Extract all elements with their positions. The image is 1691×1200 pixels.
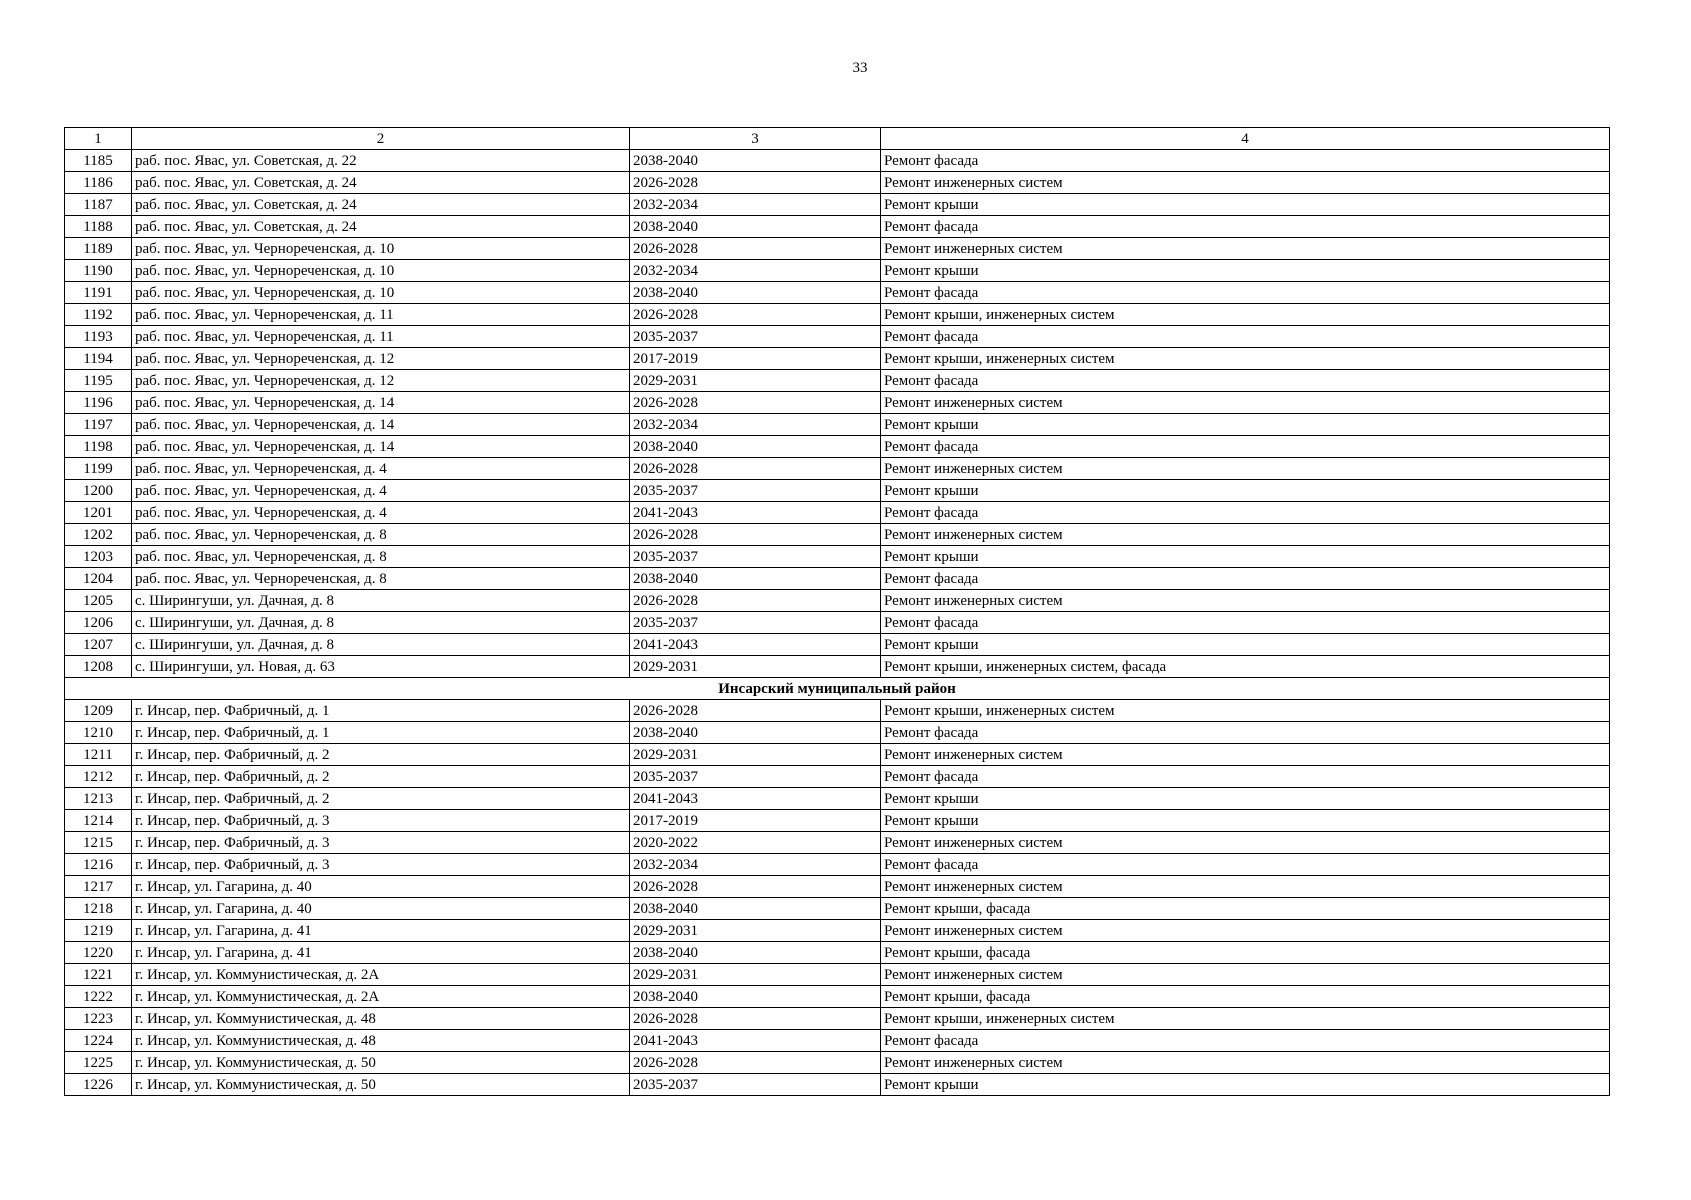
column-header-3: 3	[630, 128, 881, 150]
work-type-cell: Ремонт крыши, фасада	[881, 942, 1610, 964]
work-type-cell: Ремонт фасада	[881, 722, 1610, 744]
table-row	[65, 766, 1610, 788]
table-body	[65, 128, 1610, 1096]
row-number: 1213	[65, 788, 132, 810]
period-cell: 2017-2019	[630, 810, 881, 832]
address-cell: г. Инсар, ул. Коммунистическая, д. 50	[132, 1074, 630, 1096]
work-type-cell: Ремонт фасада	[881, 370, 1610, 392]
work-type-cell: Ремонт крыши, инженерных систем	[881, 348, 1610, 370]
row-number: 1189	[65, 238, 132, 260]
row-number: 1225	[65, 1052, 132, 1074]
table-row	[65, 700, 1610, 722]
work-type-cell: Ремонт фасада	[881, 326, 1610, 348]
work-type-cell: Ремонт фасада	[881, 282, 1610, 304]
address-cell: раб. пос. Явас, ул. Чернореченская, д. 10	[132, 260, 630, 282]
row-number: 1210	[65, 722, 132, 744]
work-type-cell: Ремонт инженерных систем	[881, 920, 1610, 942]
table-row	[65, 524, 1610, 546]
address-cell: раб. пос. Явас, ул. Советская, д. 24	[132, 216, 630, 238]
address-cell: раб. пос. Явас, ул. Чернореченская, д. 11	[132, 326, 630, 348]
table-row	[65, 546, 1610, 568]
address-cell: г. Инсар, ул. Гагарина, д. 41	[132, 920, 630, 942]
row-number: 1220	[65, 942, 132, 964]
period-cell: 2029-2031	[630, 370, 881, 392]
period-cell: 2035-2037	[630, 612, 881, 634]
column-header-1: 1	[65, 128, 132, 150]
row-number: 1205	[65, 590, 132, 612]
row-number: 1224	[65, 1030, 132, 1052]
address-cell: раб. пос. Явас, ул. Чернореченская, д. 10	[132, 282, 630, 304]
work-type-cell: Ремонт крыши	[881, 634, 1610, 656]
table-row	[65, 898, 1610, 920]
row-number: 1196	[65, 392, 132, 414]
period-cell: 2029-2031	[630, 656, 881, 678]
row-number: 1192	[65, 304, 132, 326]
table-row	[65, 392, 1610, 414]
work-type-cell: Ремонт инженерных систем	[881, 832, 1610, 854]
column-header-2: 2	[132, 128, 630, 150]
row-number: 1200	[65, 480, 132, 502]
address-cell: с. Ширингуши, ул. Дачная, д. 8	[132, 634, 630, 656]
row-number: 1208	[65, 656, 132, 678]
period-cell: 2026-2028	[630, 700, 881, 722]
table-row	[65, 876, 1610, 898]
table-row	[65, 1030, 1610, 1052]
address-cell: раб. пос. Явас, ул. Чернореченская, д. 12	[132, 370, 630, 392]
table-row	[65, 854, 1610, 876]
work-type-cell: Ремонт инженерных систем	[881, 238, 1610, 260]
work-type-cell: Ремонт крыши	[881, 810, 1610, 832]
work-type-cell: Ремонт фасада	[881, 854, 1610, 876]
row-number: 1193	[65, 326, 132, 348]
table-row	[65, 722, 1610, 744]
row-number: 1194	[65, 348, 132, 370]
address-cell: раб. пос. Явас, ул. Чернореченская, д. 12	[132, 348, 630, 370]
period-cell: 2041-2043	[630, 502, 881, 524]
column-header-4: 4	[881, 128, 1610, 150]
work-type-cell: Ремонт инженерных систем	[881, 1052, 1610, 1074]
work-type-cell: Ремонт фасада	[881, 1030, 1610, 1052]
row-number: 1197	[65, 414, 132, 436]
address-cell: раб. пос. Явас, ул. Советская, д. 24	[132, 194, 630, 216]
period-cell: 2026-2028	[630, 590, 881, 612]
row-number: 1215	[65, 832, 132, 854]
work-type-cell: Ремонт крыши	[881, 1074, 1610, 1096]
work-type-cell: Ремонт крыши, инженерных систем	[881, 304, 1610, 326]
work-type-cell: Ремонт крыши, фасада	[881, 986, 1610, 1008]
table-row	[65, 1008, 1610, 1030]
period-cell: 2029-2031	[630, 964, 881, 986]
table-row	[65, 348, 1610, 370]
section-header-row	[65, 678, 1610, 700]
address-cell: раб. пос. Явас, ул. Чернореченская, д. 14	[132, 436, 630, 458]
table-row	[65, 942, 1610, 964]
address-cell: г. Инсар, пер. Фабричный, д. 2	[132, 744, 630, 766]
period-cell: 2038-2040	[630, 986, 881, 1008]
address-cell: с. Ширингуши, ул. Дачная, д. 8	[132, 590, 630, 612]
work-type-cell: Ремонт фасада	[881, 150, 1610, 172]
address-cell: раб. пос. Явас, ул. Чернореченская, д. 4	[132, 502, 630, 524]
row-number: 1190	[65, 260, 132, 282]
section-title: Инсарский муниципальный район	[65, 678, 1610, 700]
row-number: 1222	[65, 986, 132, 1008]
period-cell: 2026-2028	[630, 392, 881, 414]
row-number: 1203	[65, 546, 132, 568]
work-type-cell: Ремонт крыши	[881, 414, 1610, 436]
page-number: 33	[852, 60, 868, 76]
row-number: 1198	[65, 436, 132, 458]
table-row	[65, 986, 1610, 1008]
table-row	[65, 172, 1610, 194]
row-number: 1191	[65, 282, 132, 304]
period-cell: 2026-2028	[630, 1052, 881, 1074]
row-number: 1195	[65, 370, 132, 392]
address-cell: раб. пос. Явас, ул. Чернореченская, д. 8	[132, 524, 630, 546]
table-row	[65, 964, 1610, 986]
work-type-cell: Ремонт крыши, инженерных систем, фасада	[881, 656, 1610, 678]
table-row	[65, 414, 1610, 436]
table-row	[65, 436, 1610, 458]
work-type-cell: Ремонт крыши	[881, 788, 1610, 810]
row-number: 1214	[65, 810, 132, 832]
row-number: 1212	[65, 766, 132, 788]
work-type-cell: Ремонт инженерных систем	[881, 964, 1610, 986]
work-type-cell: Ремонт инженерных систем	[881, 392, 1610, 414]
work-type-cell: Ремонт инженерных систем	[881, 172, 1610, 194]
period-cell: 2032-2034	[630, 194, 881, 216]
table-row	[65, 238, 1610, 260]
table-row	[65, 480, 1610, 502]
row-number: 1211	[65, 744, 132, 766]
table-row	[65, 304, 1610, 326]
work-type-cell: Ремонт крыши	[881, 194, 1610, 216]
table-row	[65, 1074, 1610, 1096]
table-row	[65, 612, 1610, 634]
address-cell: г. Инсар, пер. Фабричный, д. 3	[132, 810, 630, 832]
address-cell: г. Инсар, пер. Фабричный, д. 3	[132, 854, 630, 876]
period-cell: 2038-2040	[630, 282, 881, 304]
period-cell: 2032-2034	[630, 414, 881, 436]
period-cell: 2041-2043	[630, 788, 881, 810]
address-cell: г. Инсар, ул. Коммунистическая, д. 2А	[132, 986, 630, 1008]
period-cell: 2041-2043	[630, 634, 881, 656]
row-number: 1206	[65, 612, 132, 634]
table-row	[65, 788, 1610, 810]
work-type-cell: Ремонт крыши	[881, 480, 1610, 502]
work-type-cell: Ремонт фасада	[881, 568, 1610, 590]
period-cell: 2020-2022	[630, 832, 881, 854]
address-cell: раб. пос. Явас, ул. Чернореченская, д. 4	[132, 480, 630, 502]
work-type-cell: Ремонт крыши	[881, 260, 1610, 282]
address-cell: г. Инсар, ул. Гагарина, д. 41	[132, 942, 630, 964]
work-type-cell: Ремонт фасада	[881, 612, 1610, 634]
address-cell: г. Инсар, пер. Фабричный, д. 3	[132, 832, 630, 854]
address-cell: г. Инсар, ул. Коммунистическая, д. 48	[132, 1008, 630, 1030]
period-cell: 2038-2040	[630, 216, 881, 238]
column-number-row	[65, 128, 1610, 150]
period-cell: 2032-2034	[630, 854, 881, 876]
period-cell: 2038-2040	[630, 568, 881, 590]
row-number: 1188	[65, 216, 132, 238]
period-cell: 2038-2040	[630, 898, 881, 920]
address-cell: г. Инсар, пер. Фабричный, д. 2	[132, 766, 630, 788]
period-cell: 2026-2028	[630, 1008, 881, 1030]
period-cell: 2026-2028	[630, 238, 881, 260]
row-number: 1221	[65, 964, 132, 986]
period-cell: 2032-2034	[630, 260, 881, 282]
period-cell: 2029-2031	[630, 920, 881, 942]
period-cell: 2035-2037	[630, 1074, 881, 1096]
period-cell: 2026-2028	[630, 458, 881, 480]
work-type-cell: Ремонт инженерных систем	[881, 590, 1610, 612]
row-number: 1219	[65, 920, 132, 942]
table-row	[65, 194, 1610, 216]
address-cell: г. Инсар, пер. Фабричный, д. 2	[132, 788, 630, 810]
address-cell: раб. пос. Явас, ул. Советская, д. 24	[132, 172, 630, 194]
table-row	[65, 260, 1610, 282]
work-type-cell: Ремонт фасада	[881, 436, 1610, 458]
work-type-cell: Ремонт крыши	[881, 546, 1610, 568]
period-cell: 2035-2037	[630, 766, 881, 788]
table-row	[65, 282, 1610, 304]
row-number: 1187	[65, 194, 132, 216]
address-cell: г. Инсар, пер. Фабричный, д. 1	[132, 722, 630, 744]
work-type-cell: Ремонт инженерных систем	[881, 744, 1610, 766]
address-cell: раб. пос. Явас, ул. Чернореченская, д. 14	[132, 414, 630, 436]
row-number: 1209	[65, 700, 132, 722]
work-type-cell: Ремонт крыши, инженерных систем	[881, 1008, 1610, 1030]
row-number: 1186	[65, 172, 132, 194]
row-number: 1204	[65, 568, 132, 590]
work-type-cell: Ремонт фасада	[881, 766, 1610, 788]
address-cell: г. Инсар, пер. Фабричный, д. 1	[132, 700, 630, 722]
period-cell: 2038-2040	[630, 436, 881, 458]
address-cell: г. Инсар, ул. Гагарина, д. 40	[132, 876, 630, 898]
period-cell: 2041-2043	[630, 1030, 881, 1052]
address-cell: раб. пос. Явас, ул. Чернореченская, д. 10	[132, 238, 630, 260]
period-cell: 2038-2040	[630, 942, 881, 964]
table-row	[65, 216, 1610, 238]
row-number: 1226	[65, 1074, 132, 1096]
table-row	[65, 458, 1610, 480]
table-row	[65, 502, 1610, 524]
period-cell: 2035-2037	[630, 326, 881, 348]
table-row	[65, 920, 1610, 942]
address-cell: раб. пос. Явас, ул. Чернореченская, д. 14	[132, 392, 630, 414]
work-type-cell: Ремонт инженерных систем	[881, 524, 1610, 546]
row-number: 1185	[65, 150, 132, 172]
row-number: 1207	[65, 634, 132, 656]
table-row	[65, 634, 1610, 656]
table-row	[65, 568, 1610, 590]
address-cell: раб. пос. Явас, ул. Советская, д. 22	[132, 150, 630, 172]
row-number: 1217	[65, 876, 132, 898]
row-number: 1218	[65, 898, 132, 920]
work-type-cell: Ремонт крыши, фасада	[881, 898, 1610, 920]
work-type-cell: Ремонт фасада	[881, 216, 1610, 238]
row-number: 1201	[65, 502, 132, 524]
address-cell: г. Инсар, ул. Коммунистическая, д. 2А	[132, 964, 630, 986]
period-cell: 2038-2040	[630, 722, 881, 744]
address-cell: раб. пос. Явас, ул. Чернореченская, д. 8	[132, 546, 630, 568]
row-number: 1202	[65, 524, 132, 546]
address-cell: раб. пос. Явас, ул. Чернореченская, д. 4	[132, 458, 630, 480]
address-cell: раб. пос. Явас, ул. Чернореченская, д. 11	[132, 304, 630, 326]
table-row	[65, 832, 1610, 854]
row-number: 1223	[65, 1008, 132, 1030]
address-cell: г. Инсар, ул. Коммунистическая, д. 48	[132, 1030, 630, 1052]
address-cell: раб. пос. Явас, ул. Чернореченская, д. 8	[132, 568, 630, 590]
work-type-cell: Ремонт инженерных систем	[881, 876, 1610, 898]
address-cell: г. Инсар, ул. Гагарина, д. 40	[132, 898, 630, 920]
table-row	[65, 150, 1610, 172]
row-number: 1199	[65, 458, 132, 480]
work-type-cell: Ремонт инженерных систем	[881, 458, 1610, 480]
address-cell: с. Ширингуши, ул. Дачная, д. 8	[132, 612, 630, 634]
table-row	[65, 590, 1610, 612]
period-cell: 2035-2037	[630, 546, 881, 568]
table-row	[65, 370, 1610, 392]
table-row	[65, 810, 1610, 832]
row-number: 1216	[65, 854, 132, 876]
address-cell: г. Инсар, ул. Коммунистическая, д. 50	[132, 1052, 630, 1074]
table-row	[65, 1052, 1610, 1074]
period-cell: 2026-2028	[630, 172, 881, 194]
table-row	[65, 656, 1610, 678]
repair-schedule-table	[64, 127, 1610, 1096]
work-type-cell: Ремонт фасада	[881, 502, 1610, 524]
address-cell: с. Ширингуши, ул. Новая, д. 63	[132, 656, 630, 678]
period-cell: 2017-2019	[630, 348, 881, 370]
table-row	[65, 744, 1610, 766]
period-cell: 2026-2028	[630, 876, 881, 898]
period-cell: 2038-2040	[630, 150, 881, 172]
period-cell: 2035-2037	[630, 480, 881, 502]
work-type-cell: Ремонт крыши, инженерных систем	[881, 700, 1610, 722]
period-cell: 2029-2031	[630, 744, 881, 766]
period-cell: 2026-2028	[630, 524, 881, 546]
table-row	[65, 326, 1610, 348]
period-cell: 2026-2028	[630, 304, 881, 326]
